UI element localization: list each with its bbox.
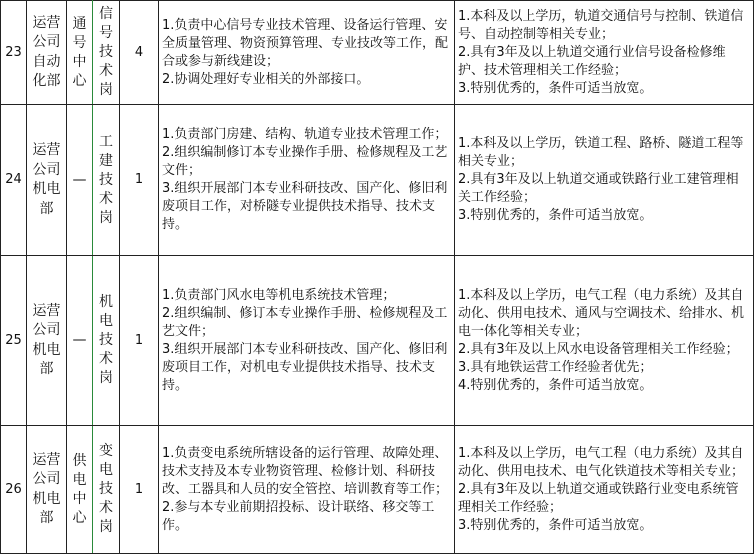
post-cell [93, 1, 120, 105]
requirements-cell [455, 256, 754, 426]
company-cell [27, 105, 67, 256]
requirements-cell [455, 426, 754, 554]
row-number: 24 [1, 105, 27, 256]
center-name: — [72, 332, 87, 348]
requirement-item: 3.具有地铁运营工作经验者优先； [458, 359, 653, 375]
requirements-cell [455, 1, 754, 105]
requirement-item: 2.具有3年及以上轨道交通或铁路行业变电系统管理相关工作经验； [458, 481, 739, 515]
post-cell [93, 256, 120, 426]
center-name: 通号中心 [72, 15, 87, 89]
requirement-item: 1.本科及以上学历，电气工程（电力系统）及其自动化、供用电技术、电气化铁道技术等相关专业； [458, 445, 745, 479]
company-name: 运营公司自动化部 [32, 14, 61, 89]
post-name: 工建技术岗 [99, 133, 113, 226]
requirement-item: 1.本科及以上学历，铁道工程、路桥、隧道工程等相关专业； [458, 136, 744, 169]
center-cell [67, 1, 93, 105]
post-cell [93, 426, 120, 554]
company-name: 运营公司机电部 [32, 302, 61, 377]
duties-cell [159, 1, 455, 105]
duty-item: 2.参与本专业前期招投标、设计联络、移交等工作。 [162, 499, 435, 533]
row-number: 25 [1, 256, 27, 426]
requirement-item: 1.本科及以上学历，轨道交通信号与控制、铁道信号、自动控制等相关专业； [458, 8, 744, 42]
company-name: 运营公司机电部 [32, 451, 61, 526]
table-row [1, 256, 754, 426]
table-row [1, 426, 754, 554]
requirement-item: 1.本科及以上学历，电气工程（电力系统）及其自动化、供用电技术、通风与空调技术、给排水、机电一体化等相关专业； [458, 287, 745, 339]
duties-cell [159, 426, 455, 554]
center-name: 供电中心 [72, 452, 87, 526]
duty-item: 1.负责变电系统所辖设备的运行管理、故障处理、技术支持及本专业物资管理、检修计划、科研技改、工器具和人员的安全管控、培训教育等工作； [162, 445, 449, 497]
headcount: 1 [120, 426, 159, 554]
company-cell [27, 426, 67, 554]
headcount: 1 [120, 256, 159, 426]
duty-item: 1.负责部门风水电等机电系统技术管理； [162, 287, 396, 303]
center-name: — [72, 171, 87, 188]
center-cell [67, 256, 93, 426]
table-row [1, 105, 754, 256]
requirement-item: 3.特别优秀的，条件可适当放宽。 [458, 80, 653, 96]
requirement-item: 2.具有3年及以上轨道交通行业信号设备检修维护、技术管理相关工作经验； [458, 44, 726, 78]
requirement-item: 3.特别优秀的，条件可适当放宽。 [458, 208, 653, 223]
duties-cell [159, 256, 455, 426]
duty-item: 3.组织开展部门本专业科研技改、国产化、修旧利废项目工作，对桥隧专业提供技术指导、技术支持。 [162, 181, 448, 232]
duty-item: 2.组织编制、修订本专业操作手册、检修规程及工艺文件； [162, 305, 448, 339]
center-cell [67, 105, 93, 256]
row-number: 23 [1, 1, 27, 105]
company-cell [27, 256, 67, 426]
duty-item: 2.组织编制修订本专业操作手册、检修规程及工艺文件； [162, 145, 448, 178]
post-cell [93, 105, 120, 256]
row-number: 26 [1, 426, 27, 554]
requirement-item: 4.特别优秀的，条件可适当放宽。 [458, 377, 653, 393]
company-cell [27, 1, 67, 105]
requirement-item: 3.特别优秀的，条件可适当放宽。 [458, 517, 653, 533]
duty-item: 2.协调处理好专业相关的外部接口。 [162, 71, 370, 87]
post-name: 变电技术岗 [99, 443, 113, 535]
center-cell [67, 426, 93, 554]
duty-item: 1.负责中心信号专业技术管理、设备运行管理、安全质量管理、物资预算管理、专业技改等工作，配合或参与新线建设； [162, 17, 449, 69]
duty-item: 3.组织开展部门本专业科研技改、国产化、修旧利废项目工作，对机电专业提供技术指导、技术支持。 [162, 341, 448, 393]
requirements-cell [455, 105, 754, 256]
post-name: 机电技术岗 [99, 294, 113, 386]
post-name: 信号技术岗 [99, 6, 113, 98]
duties-cell [159, 105, 455, 256]
company-name: 运营公司机电部 [32, 142, 61, 217]
headcount: 4 [120, 1, 159, 105]
duty-item: 1.负责部门房建、结构、轨道专业技术管理工作； [162, 127, 448, 142]
requirement-item: 2.具有3年及以上风水电设备管理相关工作经验； [458, 341, 739, 357]
requirement-item: 2.具有3年及以上轨道交通或铁路行业工建管理相关工作经验； [458, 172, 739, 205]
headcount: 1 [120, 105, 159, 256]
table-row [1, 1, 754, 105]
